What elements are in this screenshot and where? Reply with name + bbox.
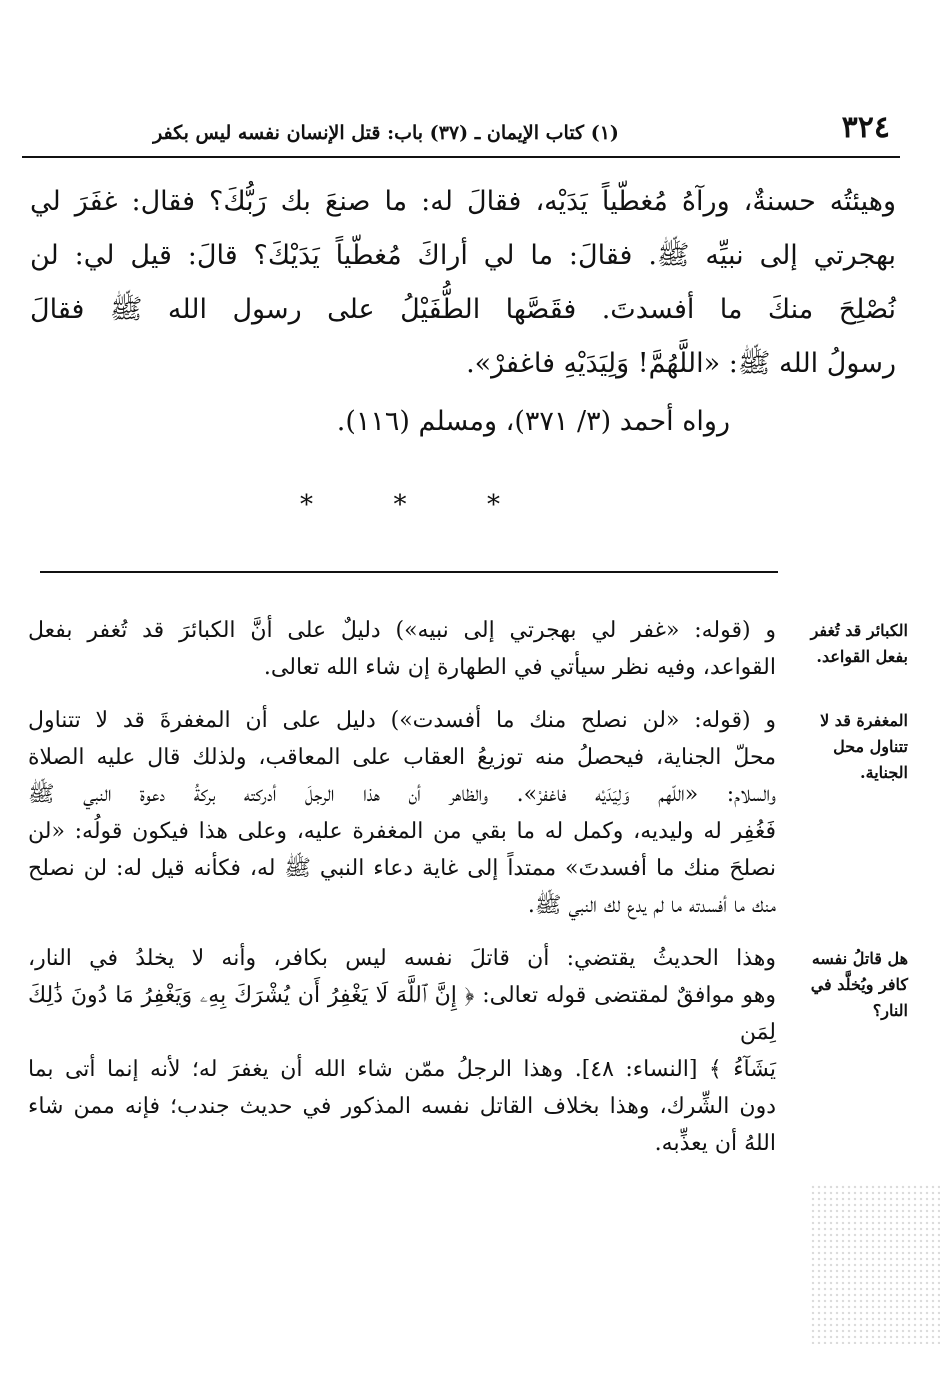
footnote-divider — [40, 571, 778, 573]
commentary-note — [28, 702, 908, 924]
note-line: القواعد، وفيه نظر سيأتي في الطهارة إن شاء الله تعالى. — [263, 655, 776, 680]
commentary-section — [28, 612, 908, 1178]
note-body — [28, 612, 776, 686]
separator-star: * — [300, 490, 313, 520]
separator-star: * — [393, 490, 407, 520]
note-line: اللهُ أن يعذِّبه. — [654, 1131, 776, 1156]
note-line: فَغُفِر له وليديه، وكمل له ما بقي من المغفرة عليه، وعلى هذا فيكون قولُه: «لن — [28, 819, 776, 844]
note-line: و (قوله: «لن نصلح منك ما أفسدت») دليل على أن المغفرةَ قد لا تتناول — [28, 708, 776, 733]
commentary-note — [28, 940, 908, 1162]
note-line: و (قوله: «غفر لي بهجرتي إلى نبيه») دليلٌ على أنَّ الكبائرَ قد تُغفر بفعل — [28, 618, 776, 643]
hadith-text — [30, 175, 896, 391]
note-line: والسلام: «اللّهم وَلِيَدَيْه فاغفرْ». والظاهر أن هذا الرجلَ أدركته بركةُ دعوة النبي ﷺ — [28, 782, 776, 807]
note-line: يَشَآءُ ﴾ [النساء: ٤٨]. وهذا الرجلُ ممّن شاء الله أن يغفرَ له؛ لأنه إنما أتى بما — [28, 1057, 776, 1082]
note-line: دون الشِّرك، وهذا بخلاف القاتل نفسه المذكور في حديث جندب؛ فإنه ممن شاء — [28, 1094, 776, 1119]
separator-star: * — [487, 490, 500, 520]
hadith-line: رسولُ الله ﷺ: «اللَّهُمَّ! وَلِيَدَيْهِ فاغفرْ». — [466, 348, 896, 379]
scan-speckle — [810, 1184, 940, 1344]
page-number: ٣٢٤ — [841, 110, 890, 145]
note-line: وهذا الحديثُ يقتضي: أن قاتلَ نفسه ليس بكافر، وأنه لا يخلدُ في النار، — [28, 946, 776, 971]
commentary-note — [28, 612, 908, 686]
page-header — [22, 108, 900, 158]
hadith-line: نُصْلِحَ منكَ ما أفسدتَ. فقَصَّها الطُّفَيْلُ على رسول الله ﷺ فقالَ — [30, 294, 896, 325]
note-body — [28, 702, 776, 924]
note-body — [28, 940, 776, 1162]
section-separator — [300, 490, 500, 520]
note-line: نصلحَ منك ما أفسدتَ» ممتداً إلى غاية دعاء النبي ﷺ له، فكأنه قيل له: لن نصلح — [28, 856, 776, 881]
running-head: (١) كتاب الإيمان ـ (٣٧) باب: قتل الإنسان نفسه ليس بكفر — [153, 122, 619, 144]
hadith-citation: رواه أحمد (٣/ ٣٧١)، ومسلم (١١٦). — [336, 406, 730, 437]
margin-heading: هل قاتلُ نفسه كافر ويُخلَّد في النار؟ — [810, 949, 908, 1020]
hadith-line: بهجرتي إلى نبيِّه ﷺ. فقالَ: ما لي أراكَ مُغطّياً يَدَيْكَ؟ قالَ: قيل لي: لن — [30, 240, 896, 271]
margin-heading: الكبائر قد تُغفر بفعل القواعد. — [810, 621, 908, 666]
note-line: محلّ الجناية، فيحصلُ منه توزيعُ العقاب على المعاقب، ولذلك قال عليه الصلاة — [28, 745, 776, 770]
note-line: منك ما أفسدته ما لم يدع لك النبي ﷺ. — [527, 893, 776, 918]
hadith-line: وهيئتُه حسنةٌ، ورآهُ مُغطّياً يَدَيْه، فقالَ له: ما صنعَ بك رَبُّكَ؟ فقال: غفَرَ لي — [30, 186, 896, 217]
margin-heading: المغفرة قد لا تتناول محل الجناية. — [820, 711, 908, 782]
note-line: وهو موافقٌ لمقتضى قوله تعالى: ﴿ إِنَّ ٱللَّهَ لَا يَغْفِرُ أَن يُشْرَكَ بِهِۦ وَيَغْفِرُ مَا دُونَ ذَٰلِكَ لِمَن — [28, 983, 776, 1045]
